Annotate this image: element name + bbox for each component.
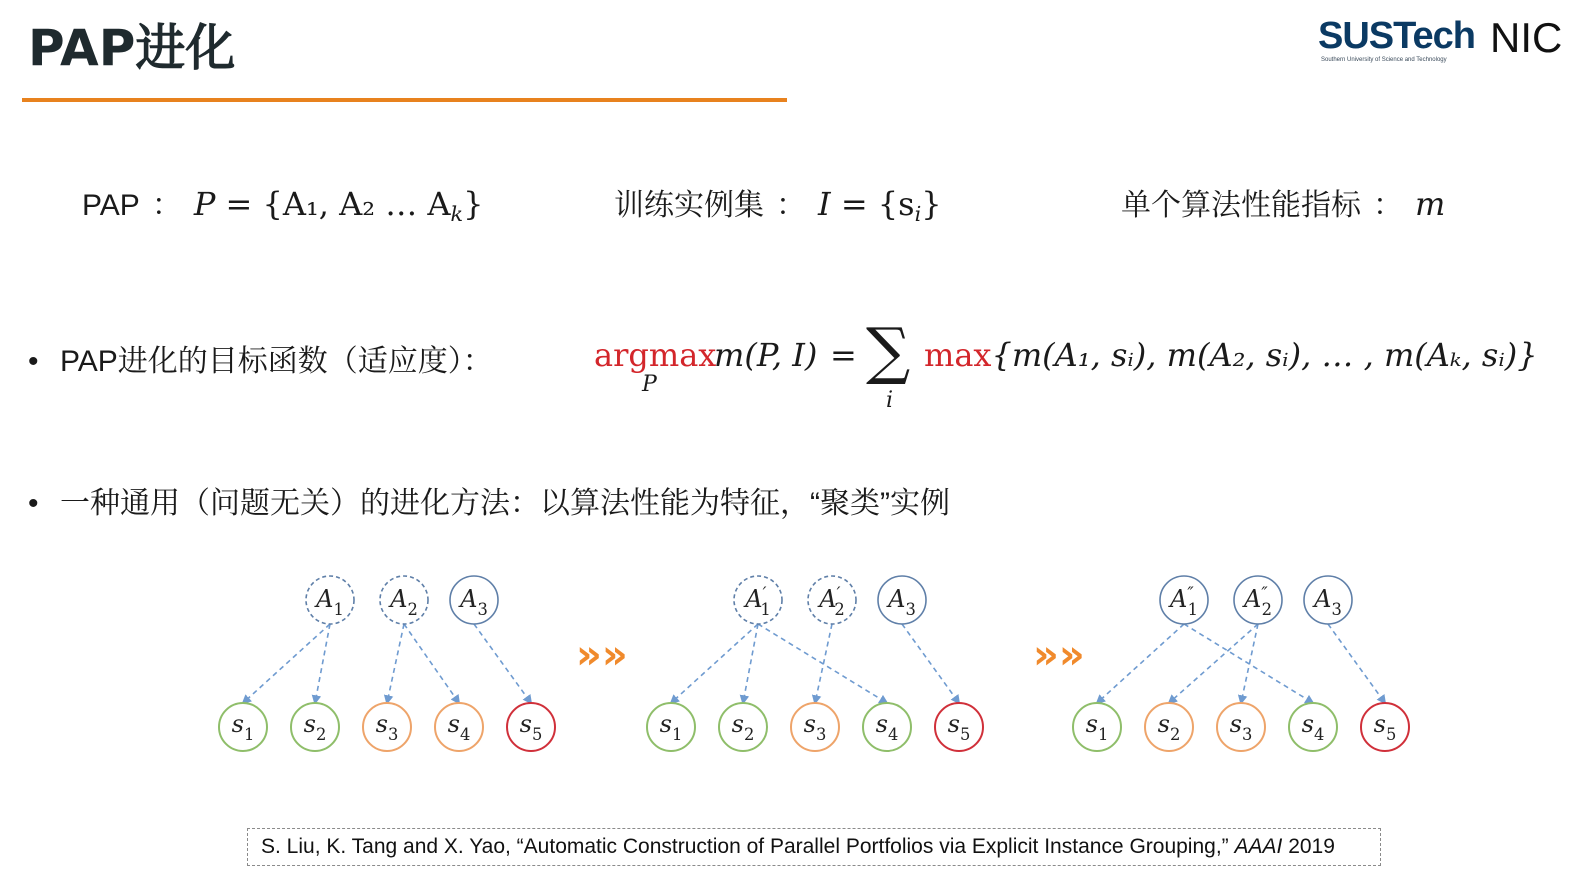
- definition-close: }: [463, 185, 484, 223]
- definition-pap: [82, 180, 484, 226]
- algorithm-label: A″ 1: [1169, 583, 1199, 619]
- instance-node: [435, 703, 483, 751]
- citation-year: 2019: [1282, 835, 1335, 858]
- edge-arrow: [387, 624, 404, 703]
- formula-argmax: argmax: [594, 336, 717, 374]
- algorithm-label: A′ 2: [819, 583, 845, 619]
- instance-node: [1361, 703, 1409, 751]
- instance-label: $s_3$: [375, 710, 399, 744]
- nic-logo: NIC: [1490, 14, 1563, 61]
- algorithm-node: [450, 576, 498, 624]
- algorithm-label: $A_3$: [1314, 585, 1342, 619]
- definition-label: PAP: [82, 189, 140, 222]
- definition-symbol: I: [818, 185, 831, 223]
- algorithm-node: [878, 576, 926, 624]
- edge-arrow: [743, 624, 758, 703]
- instance-node: [647, 703, 695, 751]
- bullet-text: 一种通用（问题无关）的进化方法：以算法性能为特征，“聚类”实例: [60, 487, 950, 520]
- algorithm-node: [1304, 576, 1352, 624]
- instance-label: $s_3$: [803, 710, 827, 744]
- citation-box: [247, 828, 1381, 866]
- sustech-logo-subtitle: Southern University of Science and Technology: [1321, 57, 1447, 63]
- instance-node: [1217, 703, 1265, 751]
- instance-node: [935, 703, 983, 751]
- bullet-method: [28, 478, 950, 522]
- instance-node: [1073, 703, 1121, 751]
- sustech-logo: [1318, 15, 1476, 68]
- algorithm-label: A″ 2: [1243, 583, 1273, 619]
- definition-separator: ：: [1373, 188, 1403, 223]
- citation-text: S. Liu, K. Tang and X. Yao, “Automatic Construction of Parallel Portfolios via Explicit Instance Grouping,”: [261, 835, 1235, 858]
- edge-arrow: [815, 624, 832, 703]
- instance-label: $s_2$: [1157, 710, 1181, 744]
- edge-arrow: [474, 624, 531, 703]
- algorithm-node: [1160, 576, 1208, 624]
- edge-arrow: [1184, 624, 1313, 703]
- instance-label: $s_2$: [303, 710, 327, 744]
- edge-arrow: [758, 624, 887, 703]
- bullet-objective: [28, 336, 493, 380]
- formula-sigma: ∑: [866, 314, 911, 387]
- algorithm-node: [306, 576, 354, 624]
- definition-metric: [1121, 180, 1445, 224]
- definition-expression: = {A₁, A₂ … A: [225, 185, 451, 223]
- edge-arrow: [315, 624, 330, 703]
- formula-argmax-subscript: P: [642, 372, 657, 397]
- formula-rhs: {m(A₁, sᵢ), m(A₂, sᵢ), … , m(Aₖ, sᵢ)}: [991, 336, 1538, 374]
- stage-arrow-icon: »»: [1033, 632, 1085, 678]
- definition-expression: = {s: [840, 185, 915, 223]
- instance-node: [791, 703, 839, 751]
- title-underline: [22, 98, 787, 102]
- sustech-logo-word: SUSTech: [1318, 15, 1476, 57]
- edge-arrow: [243, 624, 330, 703]
- instance-node: [1289, 703, 1337, 751]
- algorithm-label: A′ 1: [745, 583, 771, 619]
- formula-equals: =: [830, 336, 857, 374]
- instance-node: [363, 703, 411, 751]
- formula-sigma-subscript: i: [886, 388, 894, 413]
- slide-title: PAP进化: [28, 19, 236, 77]
- definition-symbol: P: [193, 185, 216, 223]
- edge-arrow: [671, 624, 758, 703]
- bullet-text: PAP进化的目标函数（适应度）：: [60, 345, 493, 378]
- algorithm-node: [1234, 576, 1282, 624]
- edge-arrow: [1097, 624, 1184, 703]
- evolution-diagram: [0, 560, 1569, 790]
- instance-label: $s_4$: [1301, 710, 1325, 744]
- instance-node: [863, 703, 911, 751]
- instance-label: $s_5$: [519, 710, 543, 744]
- definition-close: }: [921, 185, 942, 223]
- instance-label: $s_3$: [1229, 710, 1253, 744]
- definition-subscript: i: [914, 202, 922, 227]
- definition-label: 单个算法性能指标: [1121, 189, 1361, 222]
- definition-label: 训练实例集: [614, 189, 764, 222]
- instance-node: [719, 703, 767, 751]
- instance-label: $s_1$: [659, 710, 683, 744]
- edge-arrow: [1169, 624, 1258, 703]
- edge-arrow: [902, 624, 959, 703]
- instance-label: $s_5$: [1373, 710, 1397, 744]
- instance-node: [219, 703, 267, 751]
- edge-arrow: [1328, 624, 1385, 703]
- definition-instances: [614, 180, 942, 226]
- instance-node: [291, 703, 339, 751]
- algorithm-label: $A_1$: [316, 585, 344, 619]
- instance-label: $s_5$: [947, 710, 971, 744]
- bullet-marker: •: [28, 345, 39, 378]
- objective-formula: [594, 314, 1538, 418]
- instance-label: $s_4$: [875, 710, 899, 744]
- definition-separator: ：: [776, 188, 806, 223]
- instance-label: $s_1$: [231, 710, 255, 744]
- instance-node: [507, 703, 555, 751]
- stage-arrow-icon: »»: [576, 632, 628, 678]
- algorithm-label: $A_3$: [460, 585, 488, 619]
- bullet-marker: •: [28, 487, 39, 520]
- instance-label: $s_4$: [447, 710, 471, 744]
- algorithm-node: [734, 576, 782, 624]
- citation-venue: AAAI: [1234, 835, 1283, 858]
- algorithm-label: $A_3$: [888, 585, 916, 619]
- definition-symbol: m: [1415, 185, 1446, 223]
- formula-max: max: [924, 336, 992, 374]
- algorithm-node: [808, 576, 856, 624]
- definition-subscript: k: [450, 202, 464, 227]
- algorithm-label: $A_2$: [390, 585, 418, 619]
- algorithm-node: [380, 576, 428, 624]
- instance-node: [1145, 703, 1193, 751]
- edge-arrow: [404, 624, 459, 703]
- instance-label: $s_2$: [731, 710, 755, 744]
- definition-separator: ：: [151, 188, 182, 223]
- formula-lhs: m(P, I): [714, 336, 818, 374]
- instance-label: $s_1$: [1085, 710, 1109, 744]
